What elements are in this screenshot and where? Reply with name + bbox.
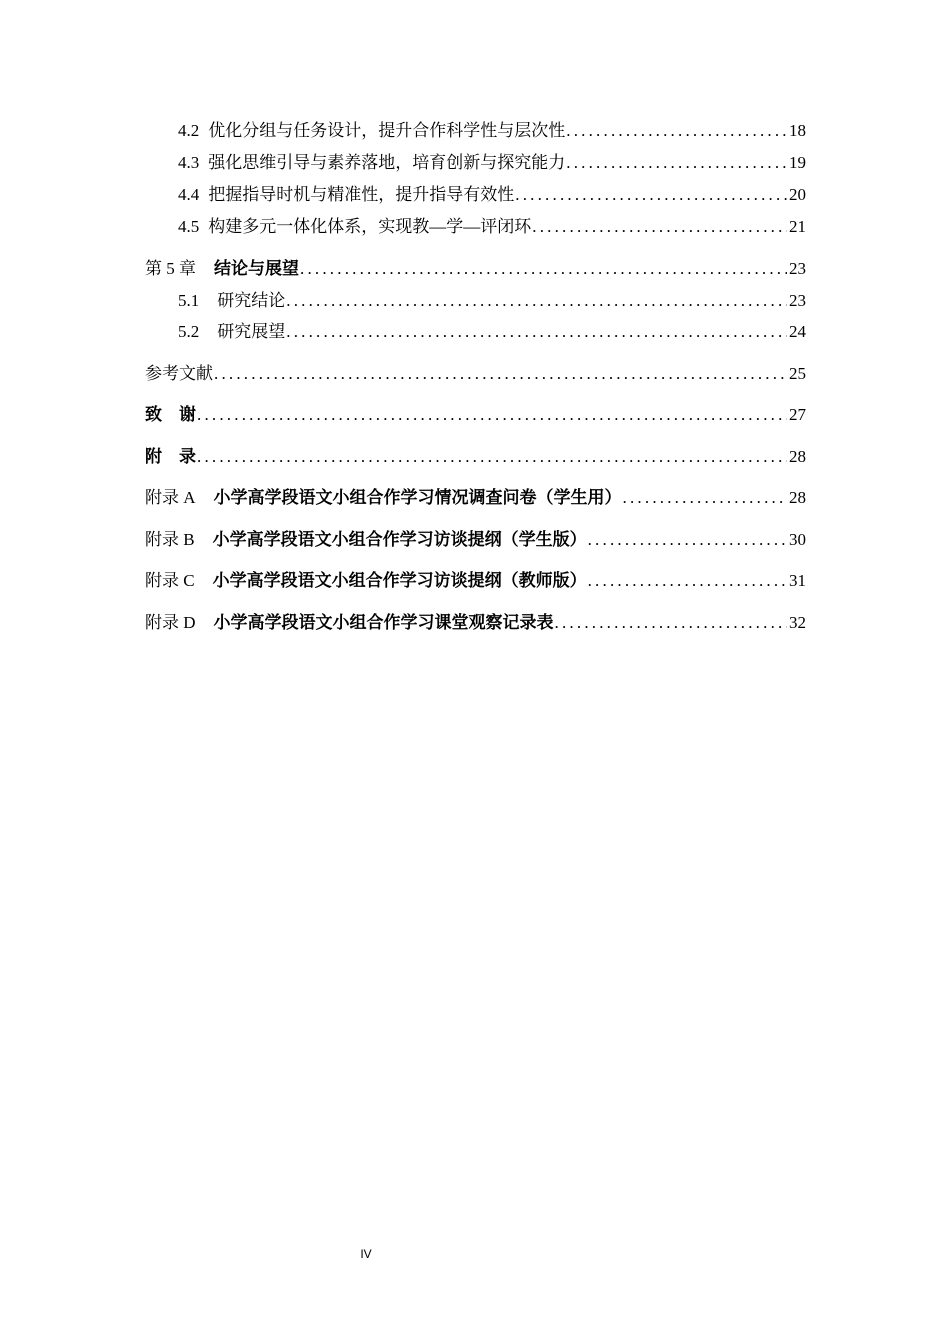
page-number: IV — [360, 1247, 372, 1261]
toc-entry-number: 附录 C — [145, 571, 195, 590]
toc-dot-leader — [587, 528, 787, 552]
toc-dot-leader — [196, 403, 787, 427]
toc-entry-number: 附录 D — [145, 613, 196, 632]
toc-entry-page: 27 — [789, 405, 806, 424]
toc-entry-appendix-d[interactable] — [145, 611, 806, 635]
toc-entry-title: 小学高学段语文小组合作学习访谈提纲（学生版） — [212, 530, 587, 550]
toc-dot-leader — [622, 486, 787, 510]
toc-dot-leader — [565, 151, 787, 175]
toc-entry-number: 第 5 章 — [145, 259, 196, 278]
toc-entry-title: 小学高学段语文小组合作学习课堂观察记录表 — [213, 613, 554, 633]
toc-entry-title: 参考文献 — [145, 364, 213, 383]
toc-dot-leader — [196, 445, 787, 469]
toc-entry-number: 附录 A — [145, 488, 196, 507]
toc-entry-page: 24 — [789, 322, 806, 341]
toc-entry-title: 小学高学段语文小组合作学习访谈提纲（教师版） — [212, 571, 587, 591]
toc-entry-page: 18 — [789, 121, 806, 140]
toc-entry-page: 23 — [789, 291, 806, 310]
toc-entry-appendix[interactable] — [145, 445, 806, 469]
toc-entry-number: 4.4 — [178, 185, 200, 204]
toc-entry-page: 21 — [789, 217, 806, 236]
toc-entry-4-2[interactable] — [178, 119, 806, 143]
toc-entry-4-4[interactable] — [178, 183, 806, 207]
toc-entry-title: 附 录 — [145, 447, 196, 467]
toc-entry-title: 致 谢 — [145, 405, 196, 425]
toc-entry-title: 小学高学段语文小组合作学习情况调查问卷（学生用） — [213, 488, 622, 508]
toc-entry-number: 4.3 — [178, 153, 200, 172]
toc-entry-acknowledgements[interactable] — [145, 403, 806, 427]
toc-entry-number: 4.2 — [178, 121, 200, 140]
toc-entry-page: 28 — [789, 447, 806, 466]
toc-dot-leader — [285, 320, 787, 344]
toc-entry-title: 构建多元一体化体系，实现教—学—评闭环 — [208, 217, 532, 236]
toc-dot-leader — [514, 183, 787, 207]
toc-entry-appendix-c[interactable] — [145, 569, 806, 593]
toc-entry-4-5[interactable] — [178, 215, 806, 239]
toc-entry-chapter-5[interactable] — [145, 257, 806, 281]
toc-entry-page: 19 — [789, 153, 806, 172]
toc-entry-page: 30 — [789, 530, 806, 549]
toc-dot-leader — [565, 119, 787, 143]
toc-entry-title: 把握指导时机与精准性，提升指导有效性 — [208, 185, 515, 204]
toc-entry-number: 5.1 — [178, 291, 200, 310]
toc-dot-leader — [587, 569, 787, 593]
toc-entry-page: 23 — [789, 259, 806, 278]
toc-entry-4-3[interactable] — [178, 151, 806, 175]
toc-entry-number: 4.5 — [178, 217, 200, 236]
toc-entry-page: 20 — [789, 185, 806, 204]
toc-entry-appendix-a[interactable] — [145, 486, 806, 510]
toc-entry-page: 32 — [789, 613, 806, 632]
toc-entry-title: 研究结论 — [217, 291, 286, 310]
toc-entry-number: 附录 B — [145, 530, 195, 549]
toc-entry-5-2[interactable] — [178, 320, 806, 344]
toc-entry-number: 5.2 — [178, 322, 200, 341]
toc-dot-leader — [299, 257, 787, 281]
toc-entry-appendix-b[interactable] — [145, 528, 806, 552]
toc-entry-references[interactable] — [145, 362, 806, 386]
toc-dot-leader — [213, 362, 787, 386]
toc-entry-page: 25 — [789, 364, 806, 383]
toc-dot-leader — [531, 215, 787, 239]
toc-dot-leader — [285, 289, 787, 313]
toc-entry-title: 优化分组与任务设计，提升合作科学性与层次性 — [208, 121, 566, 140]
toc-entry-title: 研究展望 — [217, 322, 286, 341]
toc-entry-page: 31 — [789, 571, 806, 590]
toc-entry-title: 结论与展望 — [214, 259, 299, 279]
toc-dot-leader — [554, 611, 787, 635]
toc-entry-page: 28 — [789, 488, 806, 507]
toc-entry-title: 强化思维引导与素养落地，培育创新与探究能力 — [208, 153, 566, 172]
toc-entry-5-1[interactable] — [178, 289, 806, 313]
